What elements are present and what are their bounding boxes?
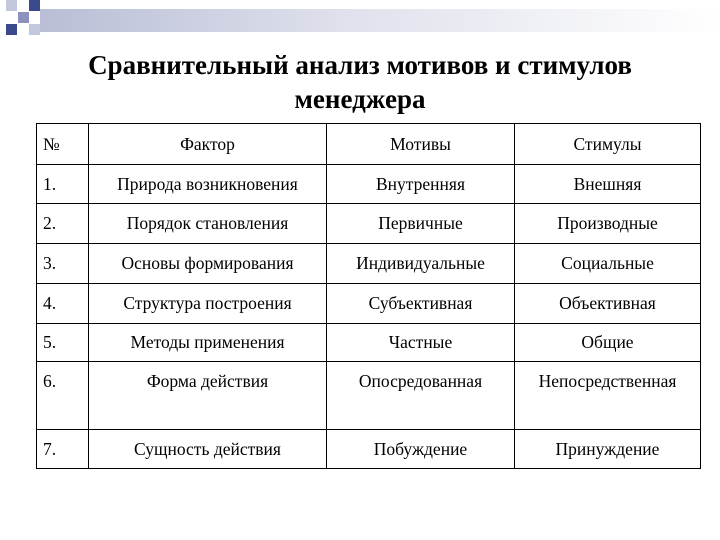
decoration-square	[29, 0, 40, 11]
row-factor: Природа возникновения	[89, 165, 327, 204]
decoration-square	[6, 0, 17, 11]
row-factor: Форма действия	[89, 362, 327, 430]
row-motives: Первичные	[327, 204, 515, 244]
table-row	[37, 324, 701, 362]
row-factor: Порядок становления	[89, 204, 327, 244]
row-motives: Внутренняя	[327, 165, 515, 204]
row-stimuli: Внешняя	[515, 165, 701, 204]
header-factor: Фактор	[89, 124, 327, 165]
row-number: 6.	[37, 362, 89, 430]
row-number: 7.	[37, 430, 89, 469]
decoration-square	[29, 24, 40, 35]
table-row	[37, 204, 701, 244]
row-stimuli: Объективная	[515, 284, 701, 324]
row-number: 3.	[37, 244, 89, 284]
row-factor: Структура построения	[89, 284, 327, 324]
row-stimuli: Производные	[515, 204, 701, 244]
row-number: 2.	[37, 204, 89, 244]
row-stimuli: Непосредственная	[515, 362, 701, 430]
decoration-gradient-bar	[40, 9, 720, 32]
row-motives: Индивидуальные	[327, 244, 515, 284]
decoration-square	[18, 12, 29, 23]
row-motives: Частные	[327, 324, 515, 362]
table-row	[37, 284, 701, 324]
row-motives: Субъективная	[327, 284, 515, 324]
decoration-square	[6, 24, 17, 35]
row-factor: Сущность действия	[89, 430, 327, 469]
table-row	[37, 362, 701, 430]
row-stimuli: Общие	[515, 324, 701, 362]
row-factor: Основы формирования	[89, 244, 327, 284]
slide-decoration	[0, 0, 720, 40]
table-row	[37, 165, 701, 204]
row-number: 4.	[37, 284, 89, 324]
header-stimuli: Стимулы	[515, 124, 701, 165]
comparison-table	[36, 123, 701, 469]
header-motives: Мотивы	[327, 124, 515, 165]
header-number: №	[37, 124, 89, 165]
row-number: 1.	[37, 165, 89, 204]
table-row	[37, 430, 701, 469]
row-stimuli: Социальные	[515, 244, 701, 284]
row-factor: Методы применения	[89, 324, 327, 362]
table-row	[37, 244, 701, 284]
slide-title: Сравнительный анализ мотивов и стимулов менеджера	[88, 50, 632, 114]
table-header-row	[37, 124, 701, 165]
row-stimuli: Принуждение	[515, 430, 701, 469]
row-motives: Побуждение	[327, 430, 515, 469]
row-number: 5.	[37, 324, 89, 362]
row-motives: Опосредованная	[327, 362, 515, 430]
